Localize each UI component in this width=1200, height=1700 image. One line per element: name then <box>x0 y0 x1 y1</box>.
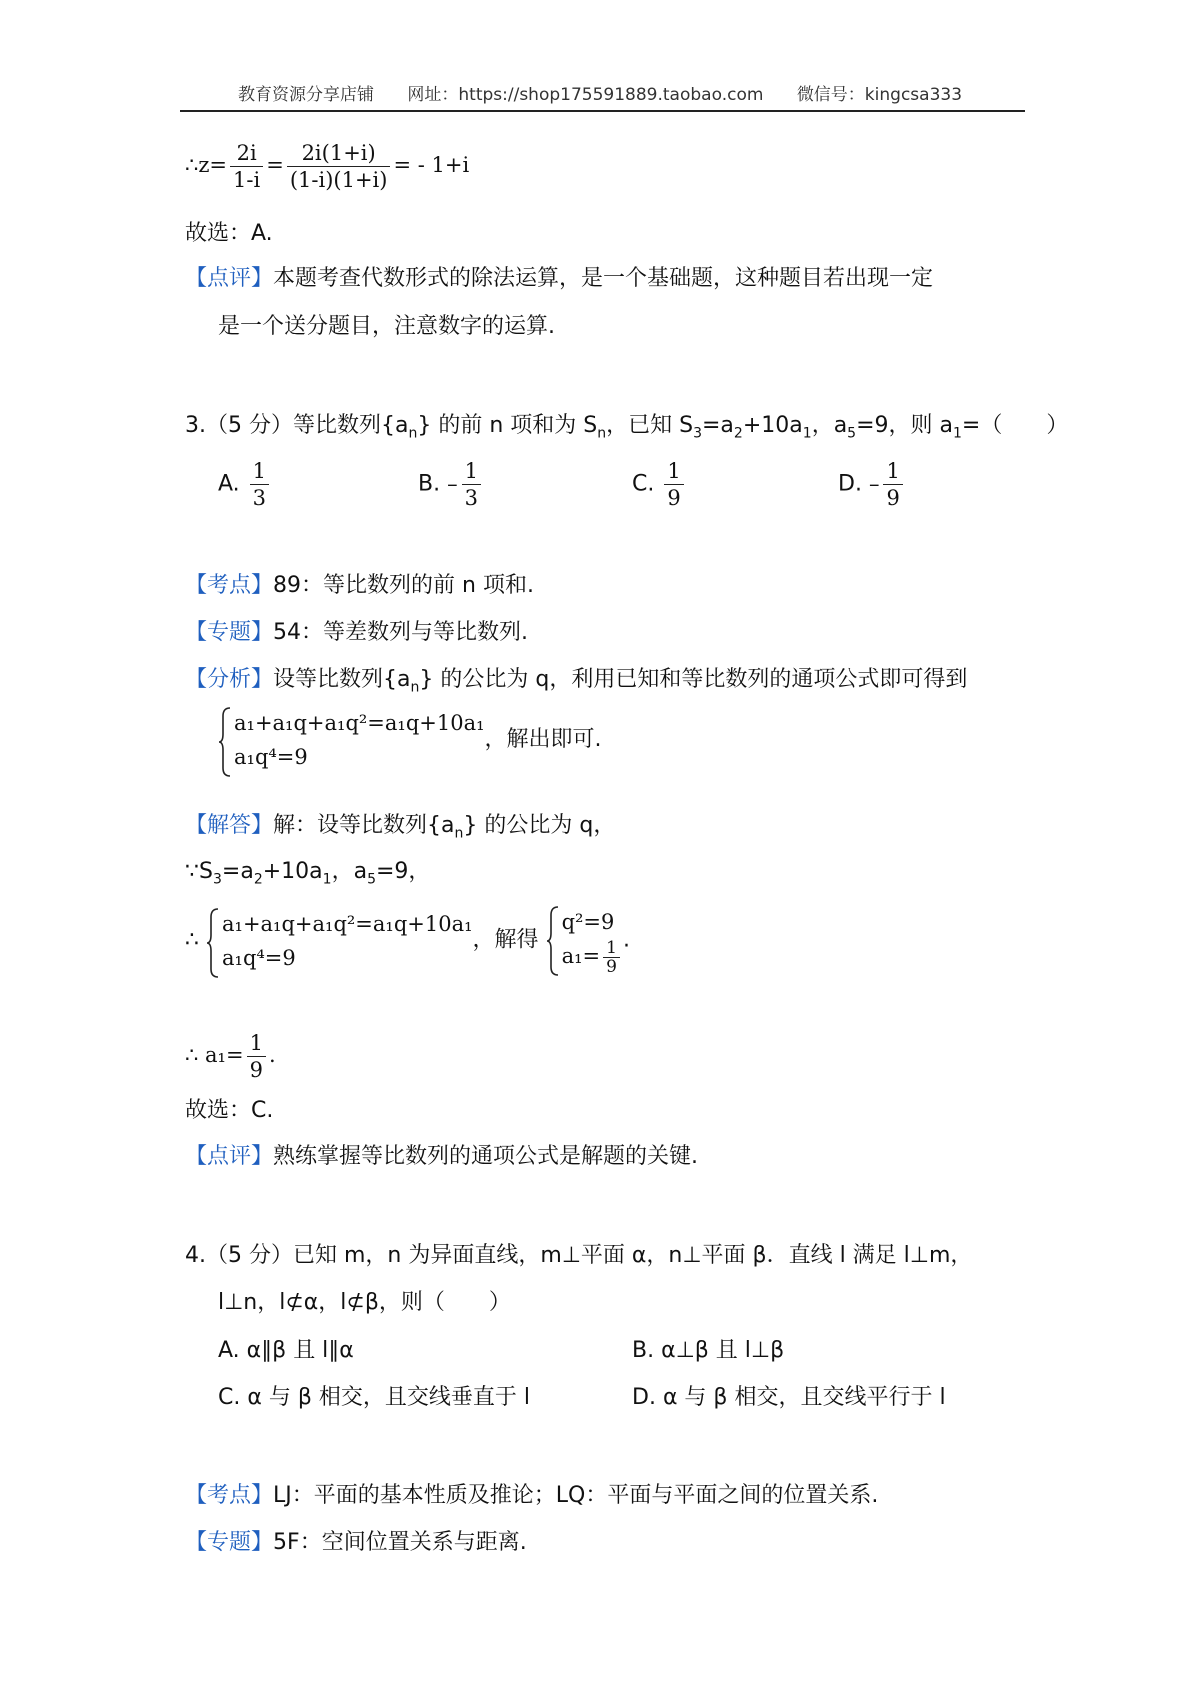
q3-option-b: B. – $\frac{1}{3}$ <box>418 458 484 511</box>
shop-name: 教育资源分享店铺 <box>237 85 374 105</box>
q3-fenxi: 【分析】设等比数列$\{a_n\}$ 的公比为 q，利用已知和等比数列的通项公式即可得到 <box>185 667 968 696</box>
q3-review: 【点评】熟练掌握等比数列的通项公式是解题的关键. <box>185 1144 699 1169</box>
q3-zhuanti: 【专题】54：等差数列与等比数列. <box>185 620 529 645</box>
q3-choice: 故选：C. <box>185 1098 274 1123</box>
q3-kaodian: 【考点】89：等比数列的前 n 项和. <box>185 573 534 598</box>
q2-choice: 故选：A. <box>185 221 273 246</box>
header-divider <box>180 110 1025 112</box>
page-header <box>0 80 1200 105</box>
q4-stem-line2: l⊥n，l⊄α，l⊄β，则（ ） <box>218 1290 511 1315</box>
q4-option-b: B. α⊥β 且 l⊥β <box>632 1338 785 1363</box>
q3-jieda: 【解答】解：设等比数列$\{a_n\}$ 的公比为 q， <box>185 813 616 842</box>
equation-system-2: a₁+a₁q+a₁q²=a₁q+10a₁ a₁q⁴=9 <box>206 907 473 975</box>
q3-option-d: D. – $\frac{1}{9}$ <box>838 458 906 511</box>
q4-stem-line1: 4.（5 分）已知 m，n 为异面直线，m⊥平面 α，n⊥平面 β．直线 l 满足 l⊥m， <box>185 1243 973 1268</box>
q4-option-d: D. α 与 β 相交，且交线平行于 l <box>632 1385 946 1410</box>
fraction-1: $\frac{2i}{1-i}$ <box>230 140 263 193</box>
z-prefix: ∴z= <box>185 153 228 177</box>
q3-fenxi-system: a₁+a₁q+a₁q²=a₁q+10a₁ a₁q⁴=9 ，解出即可. <box>218 706 602 774</box>
q3-stem: 3.（5 分）等比数列$\{a_n\}$ 的前 n 项和为 $S_n$，已知 $S_3=a_2+10a_1$，$a_5=9$，则 $a_1=$（ ） <box>185 413 1069 442</box>
q3-option-a: A. $\frac{1}{3}$ <box>218 458 272 511</box>
solution-system: q²=9 a₁= $\frac{1}{9}$ <box>546 905 623 976</box>
q3-therefore-system: ∴ a₁+a₁q+a₁q²=a₁q+10a₁ a₁q⁴=9 ，解得 q²=9 a₁= $\frac{1}{9}$ . <box>185 905 630 976</box>
equation-result: = - 1+i <box>393 153 470 177</box>
fraction-2: $\frac{2i(1+i)}{(1-i)(1+i)}$ <box>287 140 391 193</box>
q4-zhuanti: 【专题】5F：空间位置关系与距离. <box>185 1530 527 1555</box>
shop-url: 网址：https://shop175591889.taobao.com <box>407 85 764 105</box>
q4-option-a: A. α∥β 且 l∥α <box>218 1338 354 1363</box>
q4-option-c: C. α 与 β 相交，且交线垂直于 l <box>218 1385 530 1410</box>
q3-since: $\because S_3=a_2+10a_1$，$a_5=9$， <box>185 859 431 888</box>
q2-review-cont: 是一个送分题目，注意数字的运算. <box>218 314 555 339</box>
q3-final: ∴ a₁= $\frac{1}{9}$ . <box>185 1031 276 1082</box>
q2-review: 【点评】本题考查代数形式的除法运算，是一个基础题，这种题目若出现一定 <box>185 266 934 291</box>
q4-kaodian: 【考点】LJ：平面的基本性质及推论；LQ：平面与平面之间的位置关系. <box>185 1483 879 1508</box>
q3-option-c: C. $\frac{1}{9}$ <box>632 458 687 511</box>
equation-system: a₁+a₁q+a₁q²=a₁q+10a₁ a₁q⁴=9 <box>218 706 485 774</box>
wechat-id: 微信号：kingcsa333 <box>796 85 963 105</box>
q2-equation: ∴z= $\frac{2i}{1-i}$ = $\frac{2i(1+i)}{(1-i)(1+i)}$ = - 1+i <box>185 141 470 192</box>
